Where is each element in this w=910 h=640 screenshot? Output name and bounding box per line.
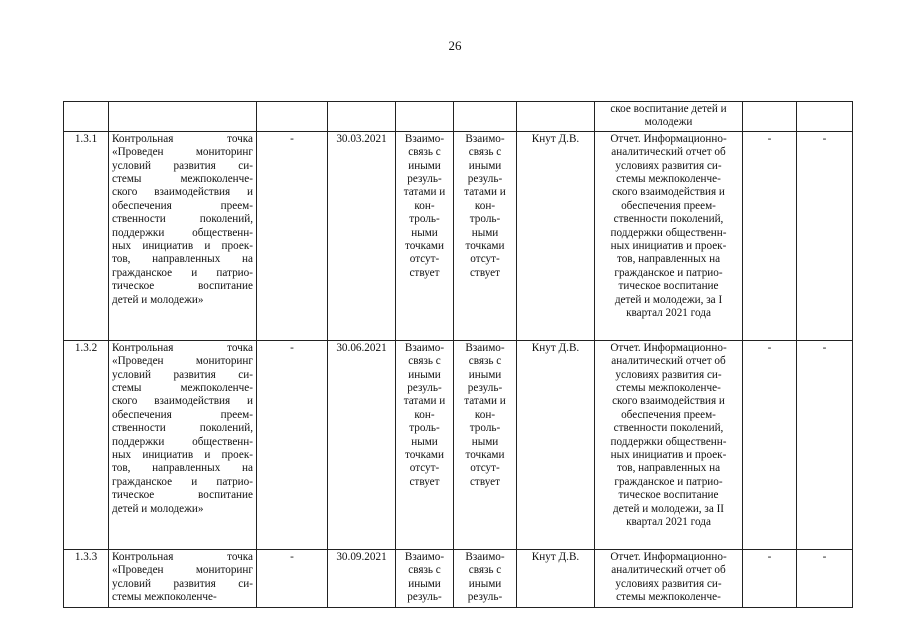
link-line: татами и [403, 186, 446, 199]
start-date: - [290, 550, 294, 563]
start-date-cell [257, 549, 328, 607]
result-line: гражданское и патрио- [614, 475, 723, 488]
event-name-line: ственности поколений, [112, 213, 253, 226]
event-name-line: стемы межпоколенче- [112, 382, 253, 395]
link-previous-cell [396, 131, 454, 340]
row-number-cell [64, 549, 109, 607]
event-name-cell [109, 549, 257, 607]
responsible-cell [517, 549, 595, 607]
link-line: отсут- [409, 253, 440, 266]
table-row [64, 340, 853, 549]
column-9-cell [743, 131, 797, 340]
link-line: Взаимо- [404, 132, 445, 145]
result-line: поддержки общественн- [610, 226, 727, 239]
link-line: татами и [464, 395, 506, 408]
result-line: обеспечения преем- [621, 199, 716, 212]
event-name-line: Контрольная точка [112, 550, 253, 563]
result-line: Отчет. Информационно- [610, 341, 727, 354]
link-line: точками [405, 240, 444, 253]
end-date-cell [328, 340, 396, 549]
link-line: троль- [409, 422, 440, 435]
link-line: Взаимо- [404, 341, 445, 354]
result-line: тов, направленных на [616, 462, 721, 475]
table-body [64, 102, 853, 608]
row-number: 1.3.3 [74, 550, 98, 563]
link-line: отсут- [409, 462, 440, 475]
end-date: 30.06.2021 [336, 341, 387, 354]
result-cell [595, 340, 743, 549]
column-9-value: - [767, 341, 772, 354]
result-line: Отчет. Информационно- [610, 550, 727, 563]
result-line: условиях развития си- [615, 368, 722, 381]
link-line: связь с [468, 564, 502, 577]
event-name-line: гражданское и патрио- [112, 475, 253, 488]
link-line: троль- [409, 213, 440, 226]
result-line: стемы межпоколенче- [616, 173, 721, 186]
result-line: поддержки общественн- [610, 435, 727, 448]
link-line: ными [411, 435, 438, 448]
column-10-value: - [822, 132, 827, 145]
link-line: резуль- [467, 173, 503, 186]
start-date-cell [257, 340, 328, 549]
event-name-line: условий развития си- [112, 577, 253, 590]
column-10-cell [797, 549, 853, 607]
link-line: связь с [468, 146, 502, 159]
link-line: отсут- [470, 253, 500, 266]
event-name-cell [109, 340, 257, 549]
link-line: ствует [409, 475, 440, 488]
event-name-line: тов, направленных на [112, 462, 253, 475]
cell-empty [797, 102, 853, 132]
result-line: квартал 2021 года [626, 307, 711, 320]
link-line: резуль- [407, 173, 442, 186]
link-line: связь с [468, 355, 502, 368]
link-line: троль- [469, 422, 501, 435]
event-name-line: стемы межпоколенче- [112, 591, 217, 604]
link-line: кон- [414, 408, 435, 421]
event-name-line: детей и молодежи» [112, 502, 204, 515]
link-line: отсут- [470, 462, 500, 475]
result-line: ское воспитание детей и [610, 103, 727, 115]
table-row [64, 131, 853, 340]
responsible-name: Кнут Д.В. [531, 132, 580, 145]
row-number: 1.3.1 [74, 132, 98, 145]
responsible-cell [517, 131, 595, 340]
link-line: связь с [408, 146, 441, 159]
column-9-cell [743, 340, 797, 549]
event-name-line: Контрольная точка [112, 132, 253, 145]
row-number: 1.3.2 [74, 341, 98, 354]
link-line: ствует [469, 266, 501, 279]
end-date-cell [328, 549, 396, 607]
link-next-cell [454, 340, 517, 549]
link-line: иными [408, 368, 441, 381]
cell-empty [64, 102, 109, 132]
link-line: связь с [408, 355, 441, 368]
event-name-line: тов, направленных на [112, 253, 253, 266]
link-next-cell [454, 549, 517, 607]
responsible-cell [517, 340, 595, 549]
cell-empty [257, 102, 328, 132]
event-name-line: «Проведен мониторинг [112, 355, 253, 368]
result-line: квартал 2021 года [626, 516, 711, 529]
link-previous-cell [396, 549, 454, 607]
event-name-line: ского взаимодействия и [112, 395, 253, 408]
column-10-cell [797, 340, 853, 549]
result-line: стемы межпоколенче- [616, 382, 721, 395]
cell-empty [109, 102, 257, 132]
link-next-cell [454, 131, 517, 340]
event-name-line: гражданское и патрио- [112, 266, 253, 279]
plan-table [63, 101, 853, 608]
cell-empty [743, 102, 797, 132]
event-name-line: стемы межпоколенче- [112, 173, 253, 186]
event-name-line: тическое воспитание [112, 280, 253, 293]
event-name-line: условий развития си- [112, 368, 253, 381]
event-name-line: ского взаимодействия и [112, 186, 253, 199]
link-line: иными [468, 577, 502, 590]
link-line: Взаимо- [465, 550, 505, 563]
link-line: резуль- [467, 382, 503, 395]
responsible-name: Кнут Д.В. [531, 550, 580, 563]
responsible-name: Кнут Д.В. [531, 341, 580, 354]
event-name-line: тическое воспитание [112, 489, 253, 502]
end-date: 30.09.2021 [336, 550, 387, 563]
result-line: тическое воспитание [618, 489, 719, 502]
result-line: аналитический отчет об [611, 355, 726, 368]
event-name-line: Контрольная точка [112, 341, 253, 354]
result-line: гражданское и патрио- [614, 266, 723, 279]
result-line: ского взаимодействия и [612, 395, 725, 408]
result-line: Отчет. Информационно- [610, 132, 727, 145]
result-line: молодежи [644, 116, 693, 129]
cell-empty [328, 102, 396, 132]
start-date: - [290, 132, 294, 145]
link-line: точками [465, 449, 505, 462]
link-line: ствует [469, 475, 501, 488]
row-number-cell [64, 131, 109, 340]
link-line: кон- [474, 408, 496, 421]
continuation-result-cell [595, 102, 743, 132]
event-name-cell [109, 131, 257, 340]
result-line: детей и молодежи, за II [612, 502, 725, 515]
link-line: кон- [474, 199, 496, 212]
cell-empty [517, 102, 595, 132]
link-line: ствует [409, 266, 440, 279]
link-line: точками [465, 240, 505, 253]
link-line: ными [471, 435, 499, 448]
result-line: ственности поколений, [613, 422, 724, 435]
event-name-line: условий развития си- [112, 159, 253, 172]
link-line: иными [468, 159, 502, 172]
link-line: татами и [403, 395, 446, 408]
event-name-line: ных инициатив и проек- [112, 449, 253, 462]
table-row [64, 549, 853, 607]
link-line: ными [411, 226, 438, 239]
result-line: обеспечения преем- [621, 408, 716, 421]
result-line: тов, направленных на [616, 253, 721, 266]
end-date: 30.03.2021 [336, 132, 387, 145]
link-line: резуль- [467, 591, 503, 604]
column-10-value: - [822, 341, 827, 354]
row-number-cell [64, 340, 109, 549]
link-line: иными [408, 159, 441, 172]
column-9-value: - [767, 550, 772, 563]
result-cell [595, 549, 743, 607]
link-line: троль- [469, 213, 501, 226]
result-line: аналитический отчет об [611, 146, 726, 159]
event-name-line: обеспечения преем- [112, 199, 253, 212]
result-line: детей и молодежи, за I [614, 293, 723, 306]
page-number: 26 [448, 38, 462, 53]
result-line: ского взаимодействия и [612, 186, 725, 199]
event-name-line: ных инициатив и проек- [112, 240, 253, 253]
event-name-line: детей и молодежи» [112, 293, 204, 306]
column-10-value: - [822, 550, 827, 563]
column-9-value: - [767, 132, 772, 145]
result-line: ных инициатив и проек- [610, 449, 727, 462]
link-line: татами и [464, 186, 506, 199]
result-line: условиях развития си- [615, 159, 722, 172]
result-line: аналитический отчет об [611, 564, 726, 577]
event-name-line: поддержки общественн- [112, 435, 253, 448]
result-line: условиях развития си- [615, 577, 722, 590]
cell-empty [396, 102, 454, 132]
end-date-cell [328, 131, 396, 340]
event-name-line: поддержки общественн- [112, 226, 253, 239]
link-line: кон- [414, 199, 435, 212]
link-line: ными [471, 226, 499, 239]
link-line: иными [468, 368, 502, 381]
event-name-line: «Проведен мониторинг [112, 146, 253, 159]
link-line: Взаимо- [465, 132, 505, 145]
link-line: связь с [408, 564, 441, 577]
result-line: стемы межпоколенче- [616, 591, 721, 604]
continuation-row [64, 102, 853, 132]
event-name-line: «Проведен мониторинг [112, 564, 253, 577]
link-previous-cell [396, 340, 454, 549]
start-date-cell [257, 131, 328, 340]
link-line: Взаимо- [465, 341, 505, 354]
start-date: - [290, 341, 294, 354]
link-line: иными [408, 577, 441, 590]
link-line: Взаимо- [404, 550, 445, 563]
result-cell [595, 131, 743, 340]
cell-empty [454, 102, 517, 132]
column-10-cell [797, 131, 853, 340]
result-line: тическое воспитание [618, 280, 719, 293]
column-9-cell [743, 549, 797, 607]
link-line: резуль- [407, 382, 442, 395]
result-line: ных инициатив и проек- [610, 240, 727, 253]
result-line: ственности поколений, [613, 213, 724, 226]
event-name-line: ственности поколений, [112, 422, 253, 435]
link-line: точками [405, 449, 444, 462]
event-name-line: обеспечения преем- [112, 408, 253, 421]
link-line: резуль- [407, 591, 442, 604]
